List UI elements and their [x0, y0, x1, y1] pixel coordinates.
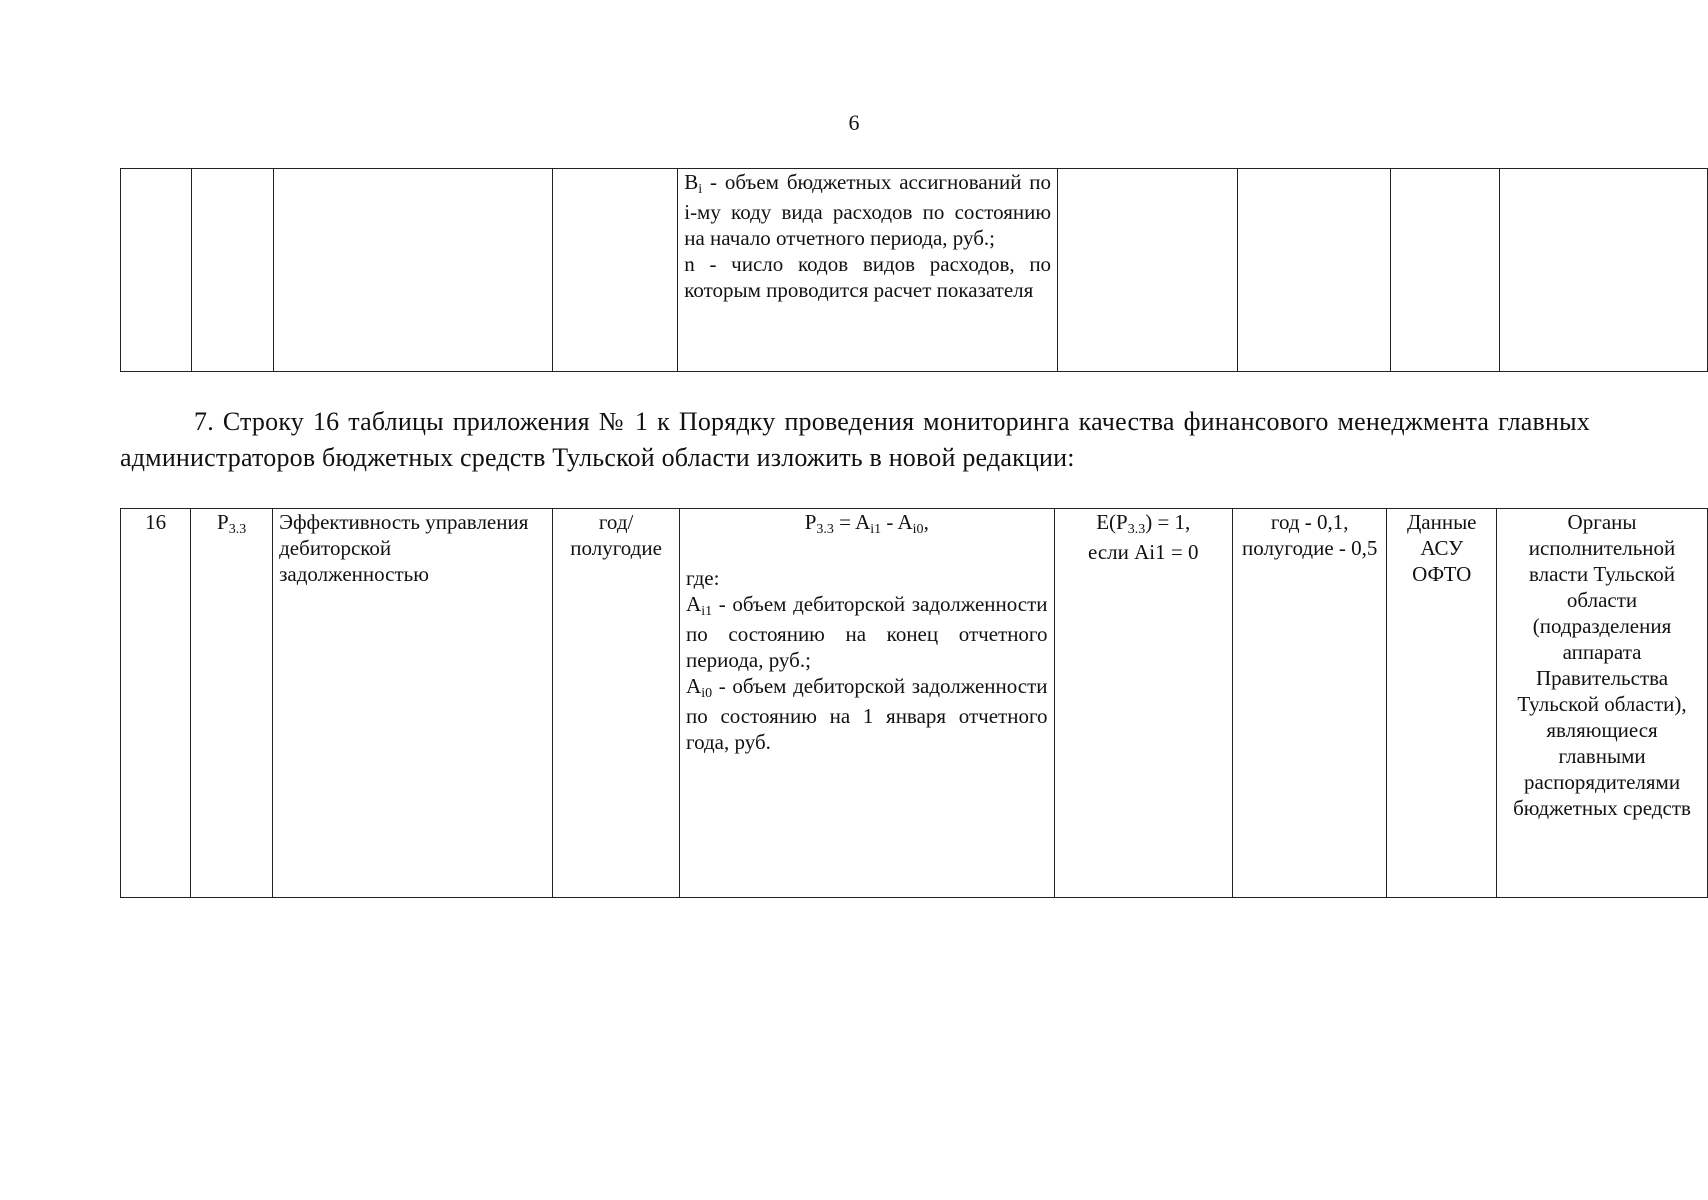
- row-number: 16: [121, 509, 191, 898]
- table-row: [121, 169, 1708, 372]
- table-row-16: [120, 508, 1708, 898]
- responsible-cell: Органы исполнительной власти Тульской области (подразделения аппарата Правительства Тульской области), являющиеся главными распорядителями бюджетных средств: [1497, 509, 1708, 898]
- ai1-definition: Ai1 - объем дебиторской задолженности по состоянию на конец отчетного периода, руб.;: [686, 592, 1048, 672]
- source-cell: Данные АСУ ОФТО: [1387, 509, 1497, 898]
- spacer: [686, 539, 1048, 565]
- cell-condition: [1058, 169, 1238, 372]
- ai0-definition: Ai0 - объем дебиторской задолженности по состоянию на 1 января отчетного года, руб.: [686, 674, 1048, 754]
- cell-source: [1391, 169, 1500, 372]
- table-row: [121, 509, 1708, 898]
- page-number: 6: [848, 110, 860, 135]
- formula-equation: P3.3 = Ai1 - Ai0,: [804, 510, 929, 537]
- cell-weight: [1237, 169, 1390, 372]
- period: год/ полугодие: [553, 509, 680, 898]
- condition-cell: [1054, 509, 1232, 898]
- formula-where: где:: [686, 566, 720, 590]
- cell-formula-desc: [678, 169, 1058, 372]
- indicator-code: P3.3: [191, 509, 273, 898]
- cell-responsible: [1499, 169, 1707, 372]
- cell-name: [273, 169, 552, 372]
- formula-cell: [680, 509, 1055, 898]
- condition-line2: если Ai1 = 0: [1088, 540, 1199, 564]
- n-definition: n - число кодов видов расходов, по которым проводится расчет показателя: [684, 252, 1052, 302]
- weight-cell: год - 0,1, полугодие - 0,5: [1232, 509, 1386, 898]
- indicator-name: Эффективность управления дебиторской задолженностью: [273, 509, 553, 898]
- cell-num: [121, 169, 192, 372]
- condition-line1: E(P3.3) = 1,: [1096, 510, 1191, 537]
- instruction-paragraph: 7. Строку 16 таблицы приложения № 1 к Порядку проведения мониторинга качества финансового менеджмента главных администраторов бюджетных средств Тульской области изложить в новой редакции:: [120, 407, 1590, 472]
- table-continuation: [120, 168, 1708, 372]
- b-definition: Bi - объем бюджетных ассигнований по i-му коду вида расходов по состоянию на начало отчетного периода, руб.;: [684, 170, 1052, 250]
- cell-period: [553, 169, 678, 372]
- cell-code: [191, 169, 273, 372]
